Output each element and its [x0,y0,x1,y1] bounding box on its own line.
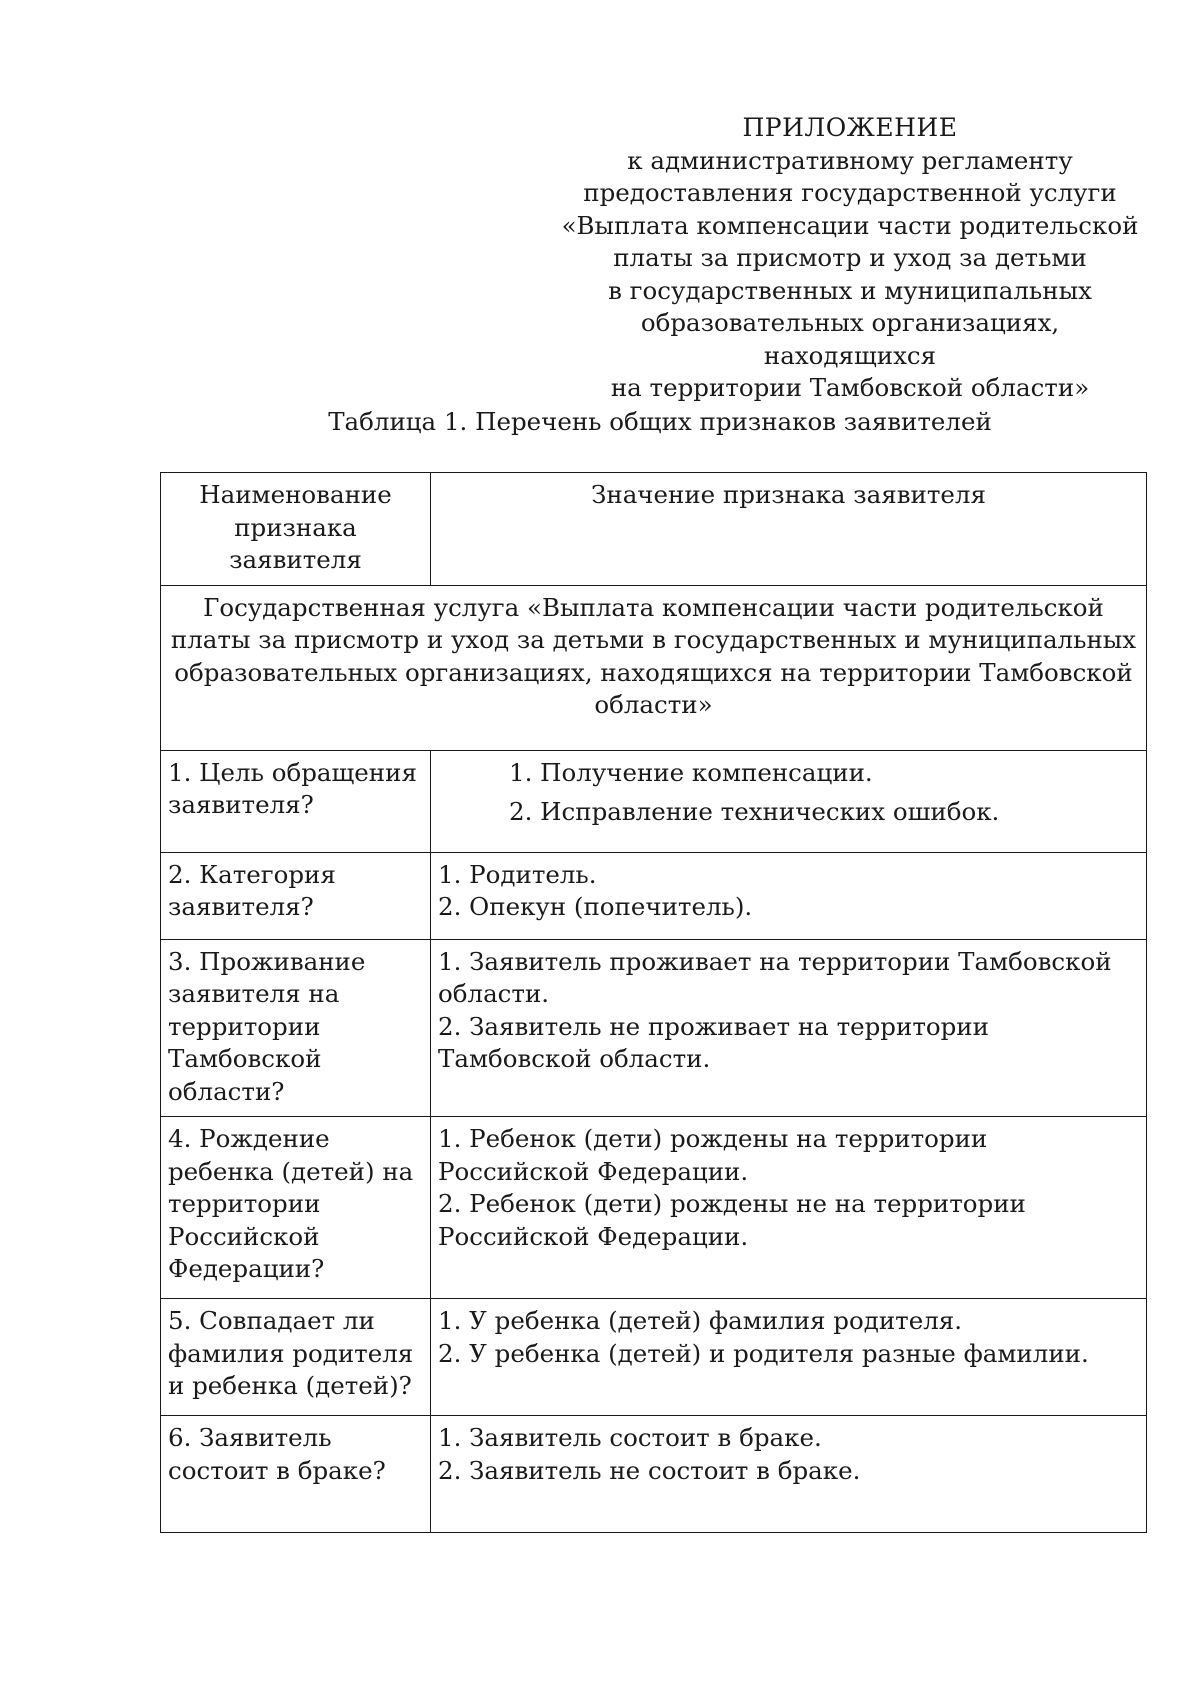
appendix-line: «Выплата компенсации части родительской [561,210,1139,240]
value-option: 1. У ребенка (детей) фамилия родителя. [438,1306,963,1335]
appendix-heading: ПРИЛОЖЕНИЕ [742,113,958,142]
values-cell [431,1416,1147,1533]
criterion-cell: 1. Цель обращения заявителя? [161,750,431,852]
value-option: 1. Получение компенсации. [509,757,873,787]
value-option: 1. Родитель. [438,859,597,889]
applicant-criteria-table [160,472,1147,1533]
table-row [161,1299,1147,1416]
criterion-cell: 6. Заявитель состоит в браке? [161,1416,431,1533]
table-row [161,1416,1147,1533]
value-option: 2. Опекун (попечитель). [438,892,753,921]
values-cell [431,939,1147,1117]
service-name-cell: Государственная услуга «Выплата компенсации части родительской платы за присмотр и уход за детьми в государственных и муниципальных образовательных организациях, находящихся на территории Тамбовской области» [161,585,1147,750]
table-caption: Таблица 1. Перечень общих признаков заявителей [328,407,992,436]
appendix-line: платы за присмотр и уход за детьми [613,243,1087,272]
appendix-line: в государственных и муниципальных [608,275,1092,305]
table-row [161,1117,1147,1299]
criterion-cell: 2. Категория заявителя? [161,852,431,939]
values-cell [431,852,1147,939]
value-option: 1. Ребенок (дети) рождены на территории Российской Федерации. [438,1124,988,1186]
value-option: 2. Исправление технических ошибок. [509,797,1000,826]
values-cell [431,750,1147,852]
table-row [161,852,1147,939]
criterion-cell: 3. Проживание заявителя на территории Тамбовской области? [161,939,431,1117]
value-option: 2. Заявитель не состоит в браке. [438,1455,861,1485]
value-option: 2. Ребенок (дети) рождены не на территории Российской Федерации. [438,1189,1026,1251]
appendix-line: на территории Тамбовской области» [610,373,1090,402]
appendix-line: образовательных организациях, находящихся [640,308,1060,370]
service-name-row [161,585,1147,750]
values-cell [431,1117,1147,1299]
column-header-value: Значение признака заявителя [431,473,1147,586]
appendix-line: предоставления государственной услуги [583,178,1117,207]
value-option: 2. У ребенка (детей) и родителя разные фамилии. [438,1338,1089,1368]
table-row [161,939,1147,1117]
values-cell [431,1299,1147,1416]
criterion-cell: 5. Совпадает ли фамилия родителя и ребенка (детей)? [161,1299,431,1416]
table-row [161,750,1147,852]
column-header-criterion: Наименование признака заявителя [161,473,431,586]
appendix-block [560,112,1140,405]
table-header-row [161,473,1147,586]
criterion-cell: 4. Рождение ребенка (детей) на территории Российской Федерации? [161,1117,431,1299]
value-option: 2. Заявитель не проживает на территории Тамбовской области. [438,1011,989,1073]
value-option: 1. Заявитель состоит в браке. [438,1423,822,1452]
appendix-line: к административному регламенту [627,145,1073,175]
value-option: 1. Заявитель проживает на территории Тамбовской области. [438,946,1112,1008]
